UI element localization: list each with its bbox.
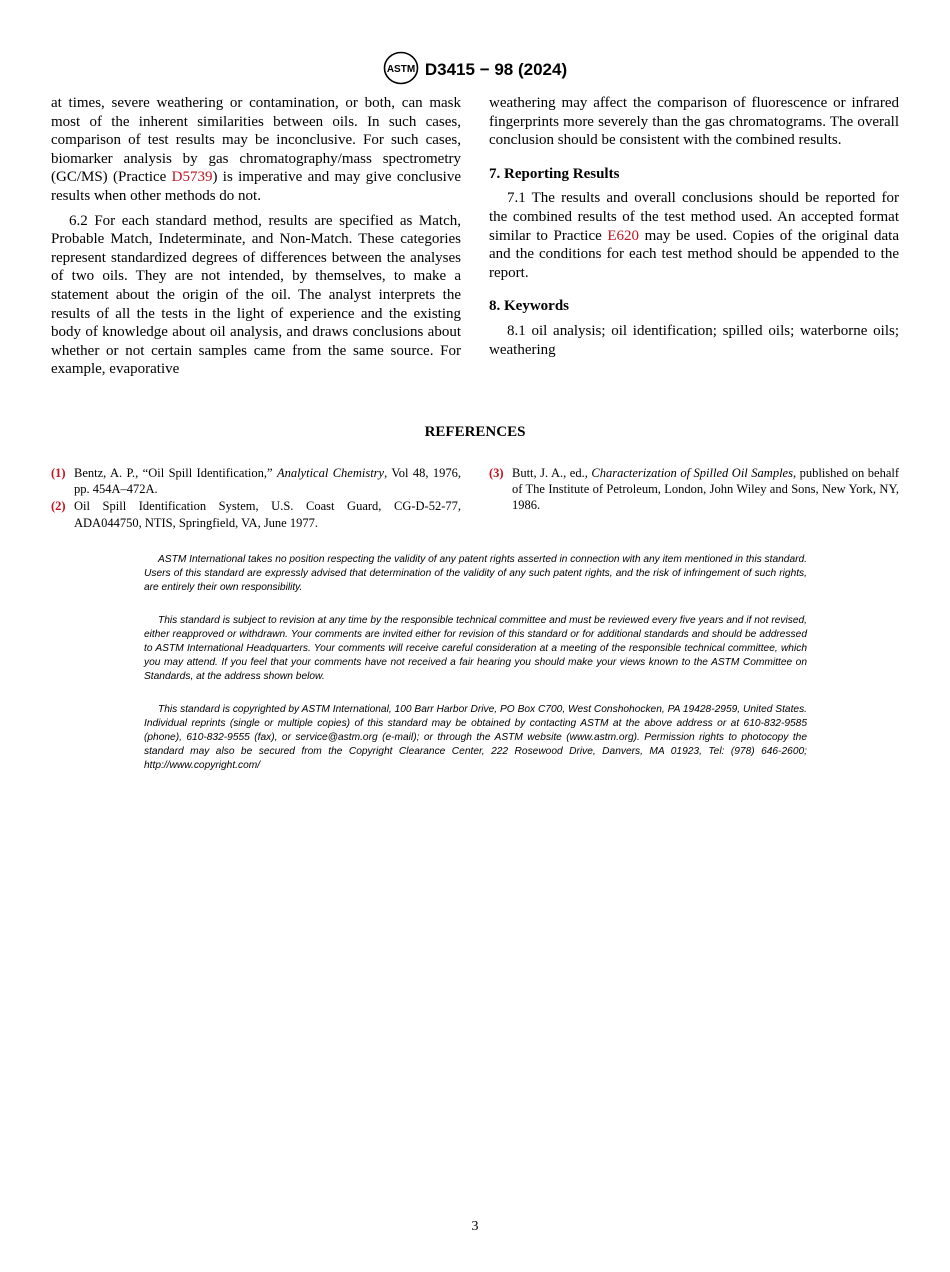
paragraph-8-1: 8.1 oil analysis; oil identification; spilled oils; waterborne oils; weathering	[489, 322, 899, 358]
page-number: 3	[471, 1219, 479, 1234]
left-column	[51, 94, 461, 379]
standard-designation: D3415 − 98 (2024)	[424, 60, 568, 79]
reference-number[interactable]: (1)	[51, 466, 66, 480]
revision-notice: This standard is subject to revision at any time by the responsible technical committee and must be reviewed every five years and if not revised, either reapproved or withdrawn. Your comments are invited either for revision of this standard or for additional standards and should be addressed to ASTM International Headquarters. Your comments will receive careful consideration at a meeting of the responsible technical committee, which you may attend. If you feel that your comments have not received a fair hearing you should make your views known to the ASTM Committee on Standards, at the address shown below.	[144, 615, 807, 682]
section-7-heading: 7. Reporting Results	[489, 165, 620, 182]
paragraph-6-2: 6.2 For each standard method, results are specified as Match, Probable Match, Indeterminate, and Non-Match. These categories represent standardized degrees of differences between the analyses of two oils. They are not intended, by themselves, to make a statement about the origin of the oil. The analyst interprets the results of all the tests in the light of experience and the existing body of knowledge about oil analysis, and draws conclusions about whether or not certain samples came from the same source. For example, evaporative	[51, 212, 461, 378]
patent-notice: ASTM International takes no position respecting the validity of any patent rights asserted in connection with any item mentioned in this standard. Users of this standard are expressly advised that determination of the validity of any such patent rights, and the risk of infringement of such rights, are entirely their own responsibility.	[144, 554, 807, 593]
reference-number[interactable]: (2)	[51, 499, 66, 514]
link-e620[interactable]: E620	[607, 227, 640, 244]
right-column	[489, 94, 899, 359]
references-title: REFERENCES	[424, 424, 526, 440]
section-8-heading: 8. Keywords	[489, 298, 569, 315]
reference-item: (1) Bentz, A. P., “Oil Spill Identification,” Analytical Chemistry, Vol 48, 1976, pp. 454A–472A.	[51, 466, 461, 497]
reference-item: (2) Oil Spill Identification System, U.S. Coast Guard, CG-D-52-77, ADA044750, NTIS, Springfield, VA, June 1977.	[51, 499, 461, 530]
logo-text: ASTM	[386, 64, 416, 75]
references-right-column	[489, 465, 899, 515]
reference-number[interactable]: (3)	[489, 466, 504, 480]
copyright-notice: This standard is copyrighted by ASTM International, 100 Barr Harbor Drive, PO Box C700, West Conshohocken, PA 19428-2959, United States. Individual reprints (single or multiple copies) of this standard may be obtained by contacting ASTM at the above address or at 610-832-9585 (phone), 610-832-9555 (fax), or service@astm.org (e-mail); or through the ASTM website (www.astm.org). Permission rights to photocopy the standard may also be secured from the Copyright Clearance Center, 222 Rosewood Drive, Danvers, MA 01923, Tel: (978) 646-2600; http://www.copyright.com/	[144, 704, 807, 771]
astm-logo-icon	[383, 51, 419, 85]
page-header	[0, 50, 950, 86]
paragraph-6-2-continued: weathering may affect the comparison of fluorescence or infrared fingerprints more severely than the gas chromatograms. The overall conclusion should be consistent with the combined results.	[489, 95, 899, 149]
paragraph-7-1: 7.1 The results and overall conclusions should be reported for the combined results of the test method used. An accepted format similar to Practice E620 may be used. Copies of the original data and the conditions for each test method should be appended to the report.	[489, 190, 899, 281]
reference-item: (3) Butt, J. A., ed., Characterization of Spilled Oil Samples, published on behalf of The Institute of Petroleum, London, John Wiley and Sons, New York, NY, 1986.	[489, 466, 899, 513]
references-left-column	[51, 465, 461, 532]
link-d5739[interactable]: D5739	[171, 169, 213, 186]
paragraph-6-1-continued: at times, severe weathering or contamination, or both, can mask most of the inherent similarities between oils. In such cases, comparison of test results may be inconclusive. For such cases, biomarker analysis by gas chromatography/mass spectrometry (GC/MS) (Practice D5739) is imperative and may give conclusive results when other methods do not.	[51, 95, 461, 204]
